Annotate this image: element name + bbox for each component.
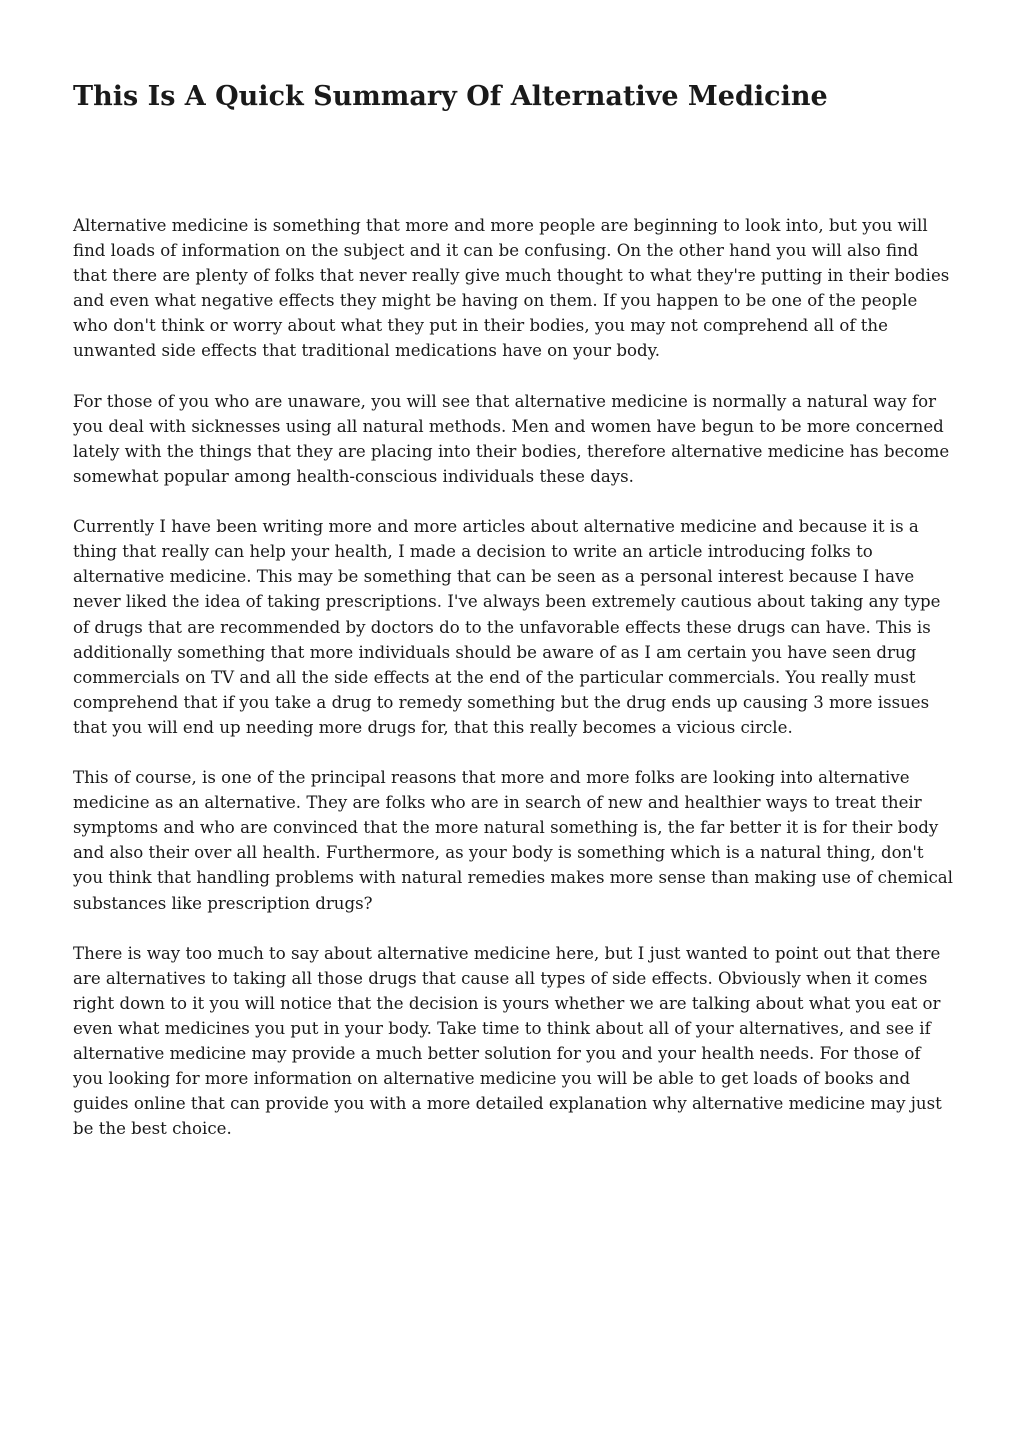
paragraph-5: There is way too much to say about alternative medicine here, but I just wanted to point out that there are alternatives to taking all those drugs that cause all types of side effects. Obviously when it comes right down to it you will notice that the decision is yours whether we are talking about what you eat or even what medicines you put in your body. Take time to think about all of your alternatives, and see if alternative medicine may provide a much better solution for you and your health needs. For those of you looking for more information on alternative medicine you will be able to get loads of books and guides online that can provide you with a more detailed explanation why alternative medicine may just be the best choice.: [73, 943, 942, 1139]
document-title: This Is A Quick Summary Of Alternative Medicine: [73, 81, 828, 112]
document-body: [73, 213, 955, 1167]
paragraph-4: This of course, is one of the principal reasons that more and more folks are looking into alternative medicine as an alternative. They are folks who are in search of new and healthier ways to treat their symptoms and who are convinced that the more natural something is, the far better it is for their body and also their over all health. Furthermore, as your body is something which is a natural thing, don't you think that handling problems with natural remedies makes more sense than making use of chemical substances like prescription drugs?: [73, 768, 953, 913]
paragraph-1: Alternative medicine is something that more and more people are beginning to look into, but you will find loads of information on the subject and it can be confusing. On the other hand you will also find that there are plenty of folks that never really give much thought to what they're putting in their bodies and even what negative effects they might be having on them. If you happen to be one of the people who don't think or worry about what they put in their bodies, you may not comprehend all of the unwanted side effects that traditional medications have on your body.: [73, 216, 950, 361]
paragraph-2: For those of you who are unaware, you will see that alternative medicine is normally a natural way for you deal with sicknesses using all natural methods. Men and women have begun to be more concerned lately with the things that they are placing into their bodies, therefore alternative medicine has become somewhat popular among health-conscious individuals these days.: [73, 391, 950, 486]
paragraph-3: Currently I have been writing more and more articles about alternative medicine and because it is a thing that really can help your health, I made a decision to write an article introducing folks to alternative medicine. This may be something that can be seen as a personal interest because I have never liked the idea of taking prescriptions. I've always been extremely cautious about taking any type of drugs that are recommended by doctors do to the unfavorable effects these drugs can have. This is additionally something that more individuals should be aware of as I am certain you have seen drug commercials on TV and all the side effects at the end of the particular commercials. You really must comprehend that if you take a drug to remedy something but the drug ends up causing 3 more issues that you will end up needing more drugs for, that this really becomes a vicious circle.: [73, 517, 941, 737]
